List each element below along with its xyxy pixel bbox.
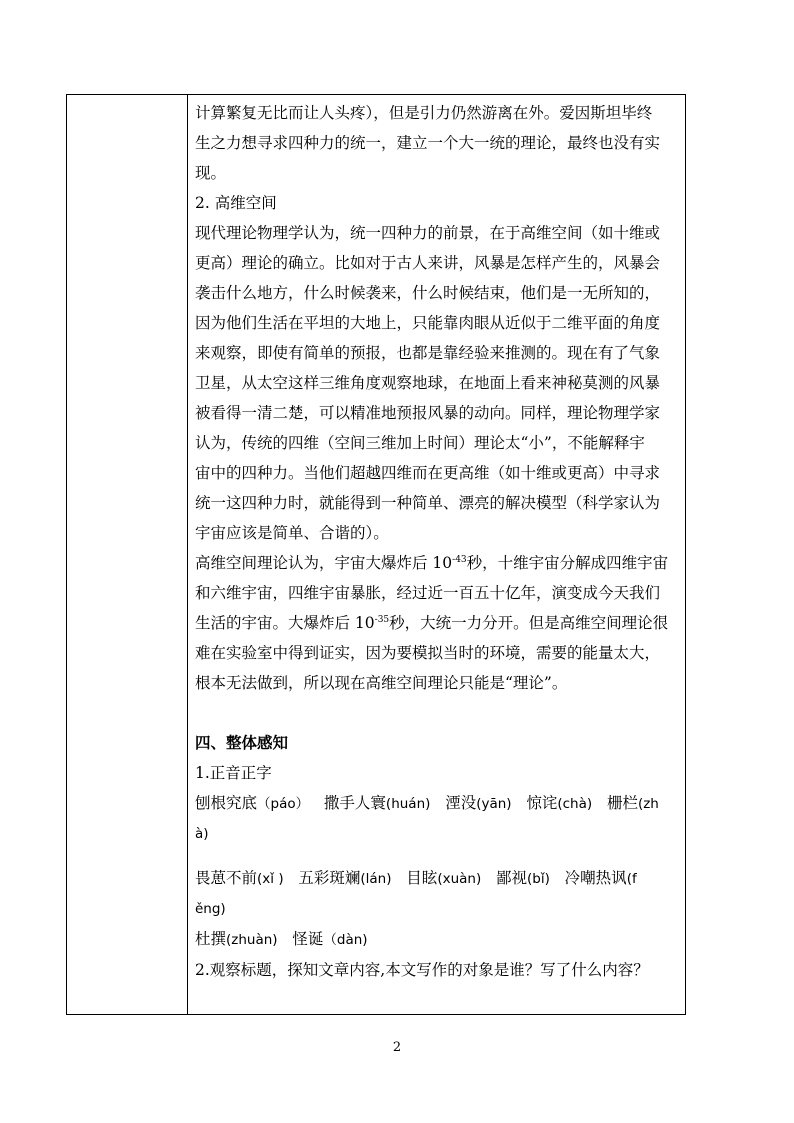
vocab-pinyin: (lán) — [360, 871, 392, 887]
text-fragment: 秒，大统一力分开。但是高维空间理论很 — [389, 614, 669, 632]
paragraph-unification — [195, 98, 683, 188]
vocab-word: 目眩 — [406, 869, 438, 887]
column-divider — [187, 95, 188, 1014]
text-line: 统一这四种力时，就能得到一种简单、漂亮的解决模型（科学家认为 — [195, 494, 661, 512]
vocab-word: 撒手人寰 — [323, 794, 386, 812]
text-line: 宙中的四种力。当他们超越四维而在更高维（如十维或更高）中寻求 — [195, 464, 661, 482]
vocab-pinyin: （páo） — [257, 796, 310, 812]
page-number: 2 — [392, 1040, 402, 1055]
vocab-word: 五彩斑斓 — [298, 869, 361, 887]
paragraph-big-bang — [195, 548, 683, 698]
text-line: ěng) — [195, 901, 226, 917]
text-line — [195, 788, 683, 819]
content-cell — [195, 95, 683, 985]
vocab-row — [195, 924, 683, 955]
section-title-high-dimension: 2. 高维空间 — [195, 194, 277, 212]
vocab-word: 湮没 — [445, 794, 477, 812]
text-line: 和六维宇宙，四维宇宙暴胀，经过近一百五十亿年，演变成今天我们 — [195, 584, 661, 602]
lesson-table — [66, 94, 686, 1015]
section-heading-overall: 四、整体感知 — [195, 733, 289, 752]
vocab-pinyin: (zhuàn) — [226, 932, 278, 948]
vocab-pinyin: (f — [626, 871, 637, 887]
item-pronunciation-title: 1.正音正字 — [195, 764, 272, 782]
text-line: 更高）理论的确立。比如对于古人来讲，风暴是怎样产生的，风暴会 — [195, 254, 661, 272]
text-line: 现。 — [195, 164, 227, 182]
vocab-word: 怪诞 — [292, 930, 324, 948]
text-line — [195, 608, 683, 638]
exponent: -35 — [374, 615, 390, 625]
text-line: 计算繁复无比而让人头疼），但是引力仍然游离在外。爱因斯坦毕终 — [195, 104, 653, 122]
vocab-pinyin: (zh — [637, 796, 659, 812]
vocab-pinyin: (chà) — [557, 796, 593, 812]
vocab-word: 杜撰 — [195, 930, 227, 948]
text-line — [195, 924, 683, 955]
text-line: 现代理论物理学认为，统一四种力的前景，在于高维空间（如十维或 — [195, 224, 661, 242]
text-line: 根本无法做到，所以现在高维空间理论只能是“理论”。 — [195, 674, 568, 692]
vocab-word: 畏葸不前 — [195, 869, 258, 887]
text-line: 认为，传统的四维（空间三维加上时间）理论太“小”，不能解释宇 — [195, 434, 645, 452]
item-title-question: 2.观察标题，探知文章内容,本文写作的对象是谁？写了什么内容？ — [195, 961, 649, 979]
vocab-row — [195, 788, 683, 849]
paragraph-high-dimension — [195, 218, 683, 548]
text-fragment: 秒，十维宇宙分解成四维宇宙 — [466, 554, 669, 572]
text-line: 来观察，即使有简单的预报，也都是靠经验来推测的。现在有了气象 — [195, 344, 661, 362]
vocab-pinyin: （dàn) — [323, 932, 368, 948]
vocab-word: 惊诧 — [526, 794, 558, 812]
text-line: 被看得一清二楚，可以精准地预报风暴的动向。同样，理论物理学家 — [195, 404, 661, 422]
vocab-word: 冷嘲热讽 — [564, 869, 627, 887]
vocab-pinyin: (huán) — [385, 796, 431, 812]
text-line — [195, 863, 683, 894]
text-line: 因为他们生活在平坦的大地上，只能靠肉眼从近似于二维平面的角度 — [195, 314, 661, 332]
vocab-row — [195, 863, 683, 924]
text-line: 生之力想寻求四种力的统一，建立一个大一统的理论，最终也没有实 — [195, 134, 661, 152]
text-line: à) — [195, 826, 209, 842]
text-line: 卫星，从太空这样三维角度观察地球，在地面上看来神秘莫测的风暴 — [195, 374, 661, 392]
text-line — [195, 548, 683, 578]
vocab-word: 刨根究底 — [195, 794, 258, 812]
vocab-pinyin: (bǐ) — [527, 871, 550, 887]
text-line: 袭击什么地方，什么时候袭来，什么时候结束，他们是一无所知的， — [195, 284, 661, 302]
vocab-pinyin: (yān) — [476, 796, 512, 812]
text-fragment: 生活的宇宙。大爆炸后 10 — [195, 614, 375, 632]
text-line: 难在实验室中得到证实，因为要模拟当时的环境，需要的能量太大， — [195, 644, 661, 662]
text-fragment: 高维空间理论认为，宇宙大爆炸后 10 — [195, 554, 453, 572]
text-line: 宇宙应该是简单、合谐的）。 — [195, 524, 389, 542]
vocab-word: 鄙视 — [496, 869, 528, 887]
vocab-pinyin: (xuàn) — [437, 871, 482, 887]
vocab-pinyin: (xǐ ) — [257, 871, 284, 887]
vocab-word: 栅栏 — [606, 794, 638, 812]
exponent: -43 — [452, 555, 467, 565]
